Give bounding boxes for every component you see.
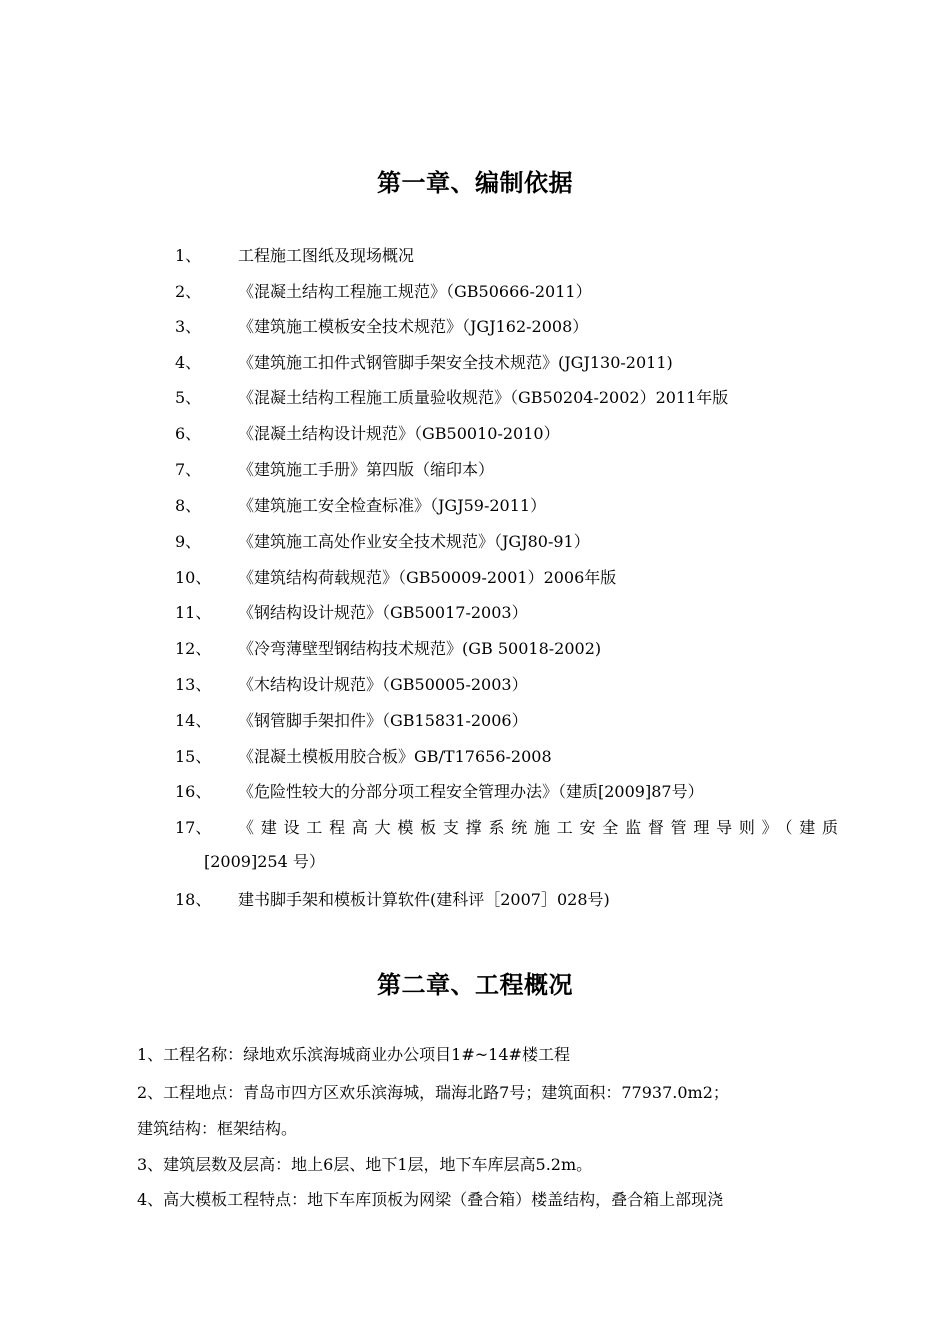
reference-text: 《钢结构设计规范》（GB50017-2003）: [238, 603, 528, 622]
reference-text: 工程施工图纸及现场概况: [238, 246, 415, 265]
overview-paragraph: 3、建筑层数及层高：地上6层、地下1层，地下车库层高5.2m。: [137, 1155, 593, 1174]
reference-number: 18、: [175, 890, 212, 909]
reference-text: 《建筑结构荷载规范》（GB50009-2001）2006年版: [238, 568, 617, 587]
reference-item: [0, 743, 950, 771]
reference-number: 10、: [175, 568, 212, 587]
reference-number: 7、: [175, 460, 202, 479]
reference-text: 《混凝土模板用胶合板》GB/T17656-2008: [238, 747, 552, 766]
reference-item: [0, 599, 950, 627]
reference-number: 3、: [175, 317, 202, 336]
reference-number: 4、: [175, 353, 202, 372]
reference-item: [0, 313, 950, 341]
reference-number: 13、: [175, 675, 212, 694]
reference-item: [0, 420, 950, 448]
reference-number: 14、: [175, 711, 212, 730]
reference-text: 《建筑施工扣件式钢管脚手架安全技术规范》(JGJ130-2011): [238, 353, 673, 372]
reference-text: 《冷弯薄壁型钢结构技术规范》(GB 50018-2002): [238, 639, 602, 658]
reference-text: 《混凝土结构工程施工规范》（GB50666-2011）: [238, 282, 592, 301]
reference-text: 《危险性较大的分部分项工程安全管理办法》（建质[2009]87号）: [238, 782, 704, 801]
reference-item: [0, 349, 950, 377]
reference-item: [0, 564, 950, 592]
reference-item: [0, 778, 950, 806]
chapter-1-title: 第一章、编制依据: [377, 169, 573, 197]
reference-number: 11、: [175, 603, 212, 622]
reference-item: [0, 814, 950, 874]
reference-text: 建书脚手架和模板计算软件(建科评［2007］028号): [238, 890, 610, 909]
reference-number: 8、: [175, 496, 202, 515]
reference-item: [0, 528, 950, 556]
reference-text: 《建筑施工模板安全技术规范》（JGJ162-2008）: [238, 317, 589, 336]
reference-item: [0, 384, 950, 412]
reference-text: 《木结构设计规范》（GB50005-2003）: [238, 675, 528, 694]
reference-item: [0, 242, 950, 270]
chapter-2-title: 第二章、工程概况: [377, 971, 573, 999]
reference-number: 16、: [175, 782, 212, 801]
overview-paragraph: 2、工程地点：青岛市四方区欢乐滨海城，瑞海北路7号；建筑面积：77937.0m2；: [137, 1083, 729, 1102]
overview-paragraph: 4、高大模板工程特点：地下车库顶板为网梁（叠合箱）楼盖结构，叠合箱上部现浇: [137, 1190, 724, 1209]
reference-text: 《混凝土结构工程施工质量验收规范》（GB50204-2002）2011年版: [238, 388, 729, 407]
reference-item: [0, 635, 950, 663]
reference-number: 12、: [175, 639, 212, 658]
reference-text: 《建筑施工手册》第四版（缩印本）: [238, 460, 495, 479]
reference-item: [0, 707, 950, 735]
overview-paragraph: 1、工程名称：绿地欢乐滨海城商业办公项目1#~14#楼工程: [137, 1045, 570, 1064]
reference-number: 17、: [175, 818, 212, 837]
reference-text: 《混凝土结构设计规范》（GB50010-2010）: [238, 424, 560, 443]
reference-number: 15、: [175, 747, 212, 766]
reference-text: 《建设工程高大模板支撑系统施工安全监督管理导则》（建质: [238, 818, 838, 837]
reference-number: 1、: [175, 246, 202, 265]
reference-number: 5、: [175, 388, 202, 407]
reference-text: 《建筑施工高处作业安全技术规范》（JGJ80-91）: [238, 532, 590, 551]
reference-number: 6、: [175, 424, 202, 443]
reference-item: [0, 278, 950, 306]
reference-item: [0, 671, 950, 699]
reference-text: 《建筑施工安全检查标准》（JGJ59-2011）: [238, 496, 547, 515]
reference-number: 9、: [175, 532, 202, 551]
reference-item: [0, 456, 950, 484]
reference-item: [0, 492, 950, 520]
reference-text-continuation: [2009]254 号）: [204, 852, 325, 871]
reference-text: 《钢管脚手架扣件》（GB15831-2006）: [238, 711, 528, 730]
reference-item: [0, 886, 950, 914]
overview-paragraph: 建筑结构：框架结构。: [137, 1119, 298, 1138]
reference-number: 2、: [175, 282, 202, 301]
